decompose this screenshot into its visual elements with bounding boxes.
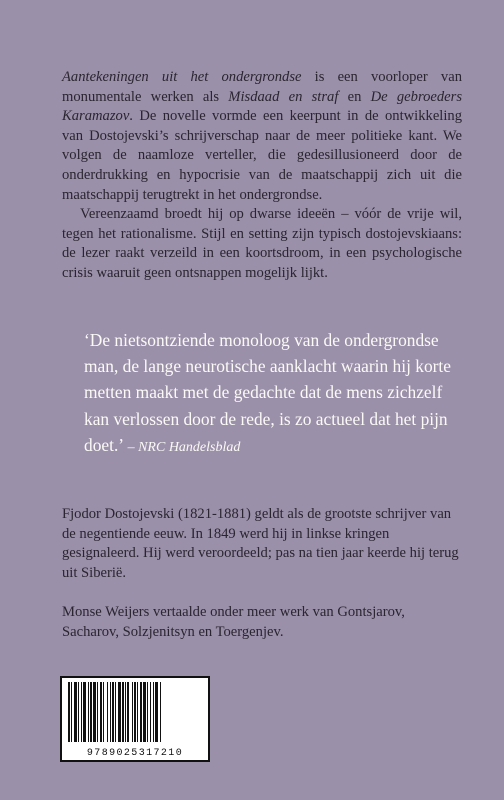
barcode-bar — [71, 682, 72, 742]
barcode-bar — [132, 682, 133, 742]
barcode-bar — [107, 682, 108, 742]
quote-text: ‘De nietsontziende monoloog van de ondergrondse man, de lange neurotische aanklacht waarin hij korte metten maakt met de gedachte dat de mens zichzelf kan verlossen door de rede, is zo actueel dat het pijn doet.’ — [84, 330, 451, 455]
barcode-bar — [88, 682, 89, 742]
author-paragraph: Fjodor Dostojevski (1821-1881) geldt als de grootste schrijver van de negentiende eeuw. In 1849 werd hij in linkse kringen gesignaleerd. Hij werd veroordeeld; pas na tien jaar keerde hij terug uit Siberië. — [62, 506, 459, 582]
barcode-bar — [110, 682, 111, 742]
barcode-bar — [155, 682, 158, 742]
barcode-bar — [122, 682, 124, 742]
isbn-number: 9789025317210 — [86, 748, 184, 759]
barcode-bar — [68, 682, 70, 742]
blurb-text: . De novelle vormde een keerpunt in de ontwikkeling van Dostojevski’s schrijverschap naar de meer politieke kant. We volgen de naamloze verteller, die gedesillusioneerd door de onderdrukking en hypocrisie van de maatschappij zich uit die maatschappij terugtrekt in het ondergrondse. — [62, 108, 462, 203]
work-title-karamazov: De gebroeders Karamazov — [62, 88, 463, 125]
author-bio — [62, 505, 462, 661]
quote-source: NRC Handelsblad — [138, 439, 241, 455]
blurb — [62, 68, 462, 284]
barcode-bar — [81, 682, 82, 742]
barcode-bar — [100, 682, 102, 742]
barcode-bars — [62, 678, 208, 748]
isbn-barcode — [60, 676, 210, 762]
review-quote — [84, 327, 456, 461]
barcode-bar — [118, 682, 121, 742]
barcode-bar — [93, 682, 96, 742]
barcode-bar — [140, 682, 142, 742]
barcode-bar — [112, 682, 114, 742]
barcode-bar — [153, 682, 154, 742]
translator-paragraph: Monse Weijers vertaalde onder meer werk van Gontsjarov, Sacharov, Solzjenitsyn en Toergenjev. — [62, 603, 405, 640]
book-title: Aantekeningen uit het ondergrondse — [62, 69, 302, 85]
barcode-bar — [160, 682, 161, 742]
barcode-bar — [97, 682, 98, 742]
barcode-bar — [127, 682, 129, 742]
blurb-text: is een voorloper van monumentale werken als — [62, 69, 462, 105]
barcode-bar — [90, 682, 92, 742]
barcode-bar — [125, 682, 126, 742]
quote-dash: – — [124, 439, 139, 455]
blurb-paragraph-2: Vereenzaamd broedt hij op dwarse ideeën – vóór de vrije wil, tegen het rationalisme. Stijl en setting zijn typisch dostojevskiaans: de lezer raakt verzeild in een koortsdroom, in een psychologische crisis waaruit geen ontsnappen mogelijk lijkt. — [62, 206, 462, 281]
barcode-bar — [115, 682, 116, 742]
barcode-bar — [83, 682, 86, 742]
barcode-bar — [78, 682, 79, 742]
barcode-bar — [103, 682, 104, 742]
barcode-bar — [147, 682, 148, 742]
barcode-bar — [150, 682, 151, 742]
work-title-misdaad: Misdaad en straf — [228, 88, 339, 105]
barcode-bar — [143, 682, 146, 742]
barcode-bar — [74, 682, 77, 742]
blurb-text: en — [338, 88, 371, 105]
blurb-paragraph-1 — [62, 68, 462, 205]
barcode-bar — [134, 682, 136, 742]
barcode-bar — [137, 682, 138, 742]
